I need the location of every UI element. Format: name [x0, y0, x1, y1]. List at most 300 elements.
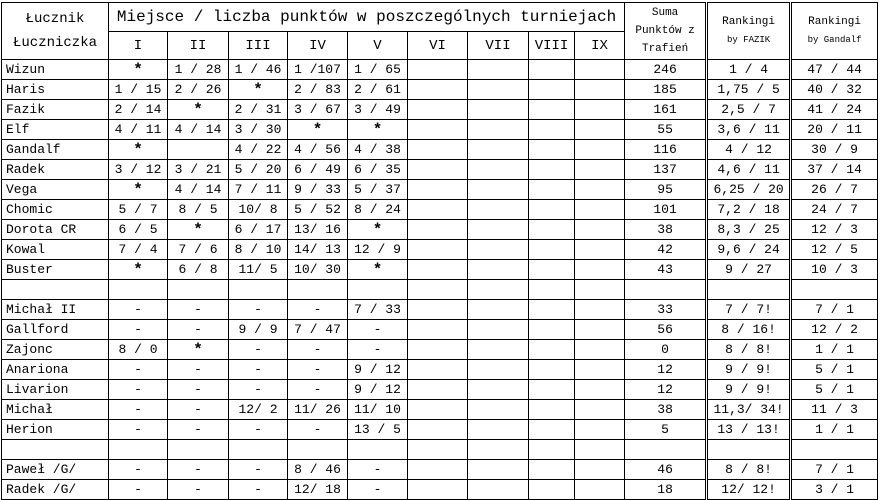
tournament-6-cell — [408, 240, 468, 260]
tournament-8-cell — [529, 100, 575, 120]
tournament-2-cell — [168, 280, 229, 300]
archer-name: Chomic — [2, 200, 109, 220]
tournament-1-cell: - — [109, 400, 168, 420]
tournament-9-cell — [575, 180, 625, 200]
ranking-gandalf-cell: 12 / 5 — [791, 240, 878, 260]
tournament-3-cell: 11/ 5 — [229, 260, 288, 280]
tournament-7-cell — [468, 320, 529, 340]
ranking-gandalf-cell: 1 / 1 — [791, 420, 878, 440]
archer-header-line2: Łuczniczka — [12, 35, 97, 51]
tournament-7-cell — [468, 400, 529, 420]
ranking-fazik-cell: 1 / 4 — [707, 60, 791, 80]
ranking-gandalf-cell: 12 / 2 — [791, 320, 878, 340]
sum-cell: 55 — [625, 120, 707, 140]
ranking-fazik-label: Rankingi — [722, 16, 775, 28]
tournament-5-cell: - — [348, 460, 408, 480]
tournament-4-cell: - — [288, 300, 348, 320]
ranking-gandalf-cell: 10 / 3 — [791, 260, 878, 280]
tournament-4-cell: - — [288, 340, 348, 360]
ranking-fazik-cell: 12/ 12! — [707, 480, 791, 500]
tournament-7-cell — [468, 120, 529, 140]
ranking-gandalf-cell: 7 / 1 — [791, 460, 878, 480]
sum-cell: 0 — [625, 340, 707, 360]
tournament-4-cell: 13/ 16 — [288, 220, 348, 240]
table-row — [2, 320, 878, 340]
table-row — [2, 60, 878, 80]
header-row-top — [2, 3, 878, 32]
ranking-fazik-cell: 9,6 / 24 — [707, 240, 791, 260]
tournament-7-cell — [468, 180, 529, 200]
tournament-8-cell — [529, 300, 575, 320]
tournament-5-cell: 2 / 61 — [348, 80, 408, 100]
tournament-header-1: I — [109, 32, 168, 60]
tournament-header-2: II — [168, 32, 229, 60]
tournament-1-cell: - — [109, 320, 168, 340]
sum-column-header — [625, 3, 707, 60]
tournament-8-cell — [529, 400, 575, 420]
tournament-3-cell: 10/ 8 — [229, 200, 288, 220]
tournaments-title: Miejsce / liczba punktów w poszczególnych turniejach — [109, 3, 625, 32]
ranking-gandalf-cell: 40 / 32 — [791, 80, 878, 100]
tournament-4-cell: 14/ 13 — [288, 240, 348, 260]
table-row — [2, 160, 878, 180]
ranking-fazik-cell: 3,6 / 11 — [707, 120, 791, 140]
tournament-2-cell: - — [168, 420, 229, 440]
tournament-8-cell — [529, 220, 575, 240]
tournament-5-cell: - — [348, 340, 408, 360]
tournament-4-cell: 8 / 46 — [288, 460, 348, 480]
tournament-6-cell — [408, 60, 468, 80]
tournament-2-cell: 7 / 6 — [168, 240, 229, 260]
tournament-2-cell: - — [168, 400, 229, 420]
ranking-fazik-cell: 11,3/ 34! — [707, 400, 791, 420]
ranking-gandalf-label: Rankingi — [808, 16, 861, 28]
tournament-3-cell: 12/ 2 — [229, 400, 288, 420]
ranking-fazik-cell: 4 / 12 — [707, 140, 791, 160]
tournament-9-cell — [575, 480, 625, 500]
tournament-header-4: IV — [288, 32, 348, 60]
ranking-gandalf-sub: by Gandalf — [807, 35, 862, 45]
archer-name: Anariona — [2, 360, 109, 380]
tournament-8-cell — [529, 340, 575, 360]
tournament-3-cell: - — [229, 300, 288, 320]
sum-cell: 137 — [625, 160, 707, 180]
tournament-6-cell — [408, 300, 468, 320]
tournament-5-cell: 4 / 38 — [348, 140, 408, 160]
tournament-4-cell: 6 / 49 — [288, 160, 348, 180]
tournament-8-cell — [529, 280, 575, 300]
tournament-3-cell: - — [229, 480, 288, 500]
tournament-3-cell: 2 / 31 — [229, 100, 288, 120]
tournament-2-cell — [168, 440, 229, 460]
tournament-5-cell: 12 / 9 — [348, 240, 408, 260]
tournament-9-cell — [575, 280, 625, 300]
tournament-2-cell: - — [168, 300, 229, 320]
sum-header-line2: Punktów z — [635, 25, 695, 37]
table-row — [2, 420, 878, 440]
tournament-2-cell: 1 / 28 — [168, 60, 229, 80]
archer-name: Zajonc — [2, 340, 109, 360]
tournament-4-cell: 12/ 18 — [288, 480, 348, 500]
tournament-6-cell — [408, 440, 468, 460]
tournament-1-cell: - — [109, 300, 168, 320]
tournament-9-cell — [575, 220, 625, 240]
tournament-2-cell: 4 / 14 — [168, 120, 229, 140]
tournament-1-cell: - — [109, 460, 168, 480]
tournament-6-cell — [408, 200, 468, 220]
ranking-gandalf-cell: 30 / 9 — [791, 140, 878, 160]
tournament-1-cell: - — [109, 480, 168, 500]
tournament-4-cell: 9 / 33 — [288, 180, 348, 200]
tournament-2-cell: * — [168, 340, 229, 360]
tournament-2-cell: 2 / 26 — [168, 80, 229, 100]
tournament-9-cell — [575, 200, 625, 220]
tournament-4-cell: * — [288, 120, 348, 140]
sum-header-line1: Suma — [651, 7, 679, 19]
tournament-7-cell — [468, 480, 529, 500]
tournament-2-cell: 6 / 8 — [168, 260, 229, 280]
ranking-gandalf-cell: 41 / 24 — [791, 100, 878, 120]
sum-cell: 56 — [625, 320, 707, 340]
tournament-6-cell — [408, 100, 468, 120]
tournament-4-cell: 7 / 47 — [288, 320, 348, 340]
tournament-1-cell: - — [109, 360, 168, 380]
tournament-8-cell — [529, 140, 575, 160]
tournament-9-cell — [575, 420, 625, 440]
tournament-6-cell — [408, 480, 468, 500]
table-row — [2, 460, 878, 480]
table-row — [2, 360, 878, 380]
ranking-gandalf-cell: 11 / 3 — [791, 400, 878, 420]
tournament-7-cell — [468, 360, 529, 380]
tournament-5-cell: - — [348, 480, 408, 500]
table-row — [2, 380, 878, 400]
ranking-fazik-header — [707, 3, 791, 60]
tournament-header-8: VIII — [529, 32, 575, 60]
tournament-7-cell — [468, 440, 529, 460]
tournament-9-cell — [575, 140, 625, 160]
tournament-3-cell: - — [229, 460, 288, 480]
tournament-2-cell: 4 / 14 — [168, 180, 229, 200]
tournament-header-6: VI — [408, 32, 468, 60]
tournament-4-cell: 3 / 67 — [288, 100, 348, 120]
tournament-7-cell — [468, 80, 529, 100]
tournament-3-cell: * — [229, 80, 288, 100]
table-row — [2, 180, 878, 200]
ranking-fazik-cell: 8 / 16! — [707, 320, 791, 340]
ranking-fazik-cell: 8 / 8! — [707, 460, 791, 480]
sum-cell: 12 — [625, 360, 707, 380]
tournament-9-cell — [575, 120, 625, 140]
tournament-3-cell: - — [229, 380, 288, 400]
ranking-gandalf-cell: 7 / 1 — [791, 300, 878, 320]
table-row — [2, 480, 878, 500]
archer-name: Herion — [2, 420, 109, 440]
tournament-3-cell: - — [229, 420, 288, 440]
sum-cell — [625, 280, 707, 300]
tournament-3-cell: 8 / 10 — [229, 240, 288, 260]
tournament-6-cell — [408, 460, 468, 480]
tournament-3-cell: 7 / 11 — [229, 180, 288, 200]
ranking-fazik-cell: 1,75 / 5 — [707, 80, 791, 100]
ranking-gandalf-cell: 26 / 7 — [791, 180, 878, 200]
tournament-6-cell — [408, 360, 468, 380]
ranking-fazik-cell: 6,25 / 20 — [707, 180, 791, 200]
ranking-gandalf-cell: 37 / 14 — [791, 160, 878, 180]
ranking-fazik-cell — [707, 440, 791, 460]
table-row — [2, 400, 878, 420]
tournament-6-cell — [408, 140, 468, 160]
tournament-5-cell: 6 / 35 — [348, 160, 408, 180]
tournament-3-cell: - — [229, 340, 288, 360]
tournament-5-cell: 7 / 33 — [348, 300, 408, 320]
ranking-fazik-cell: 7,2 / 18 — [707, 200, 791, 220]
tournament-1-cell: * — [109, 180, 168, 200]
archer-name — [2, 280, 109, 300]
tournament-3-cell — [229, 440, 288, 460]
tournament-8-cell — [529, 420, 575, 440]
ranking-fazik-cell: 8,3 / 25 — [707, 220, 791, 240]
tournament-4-cell: 10/ 30 — [288, 260, 348, 280]
tournament-4-cell: - — [288, 360, 348, 380]
tournament-1-cell: 5 / 7 — [109, 200, 168, 220]
ranking-gandalf-cell: 24 / 7 — [791, 200, 878, 220]
table-row — [2, 120, 878, 140]
tournament-5-cell: 13 / 5 — [348, 420, 408, 440]
tournament-8-cell — [529, 180, 575, 200]
tournament-2-cell: - — [168, 360, 229, 380]
tournament-1-cell: * — [109, 60, 168, 80]
sum-header-line3: Trafień — [641, 43, 689, 55]
tournament-5-cell: * — [348, 120, 408, 140]
sum-cell: 12 — [625, 380, 707, 400]
tournament-5-cell: 9 / 12 — [348, 380, 408, 400]
tournament-1-cell: 7 / 4 — [109, 240, 168, 260]
ranking-gandalf-cell: 20 / 11 — [791, 120, 878, 140]
tournament-2-cell: * — [168, 220, 229, 240]
tournament-7-cell — [468, 140, 529, 160]
archer-name: Livarion — [2, 380, 109, 400]
archer-name: Fazik — [2, 100, 109, 120]
tournament-6-cell — [408, 380, 468, 400]
tournament-7-cell — [468, 160, 529, 180]
tournament-4-cell: 5 / 52 — [288, 200, 348, 220]
tournament-7-cell — [468, 420, 529, 440]
tournament-6-cell — [408, 280, 468, 300]
spacer-row — [2, 440, 878, 460]
tournament-1-cell: 1 / 15 — [109, 80, 168, 100]
table-row — [2, 240, 878, 260]
tournament-3-cell: 9 / 9 — [229, 320, 288, 340]
table-row — [2, 140, 878, 160]
tournament-2-cell: 8 / 5 — [168, 200, 229, 220]
sum-cell: 246 — [625, 60, 707, 80]
tournament-8-cell — [529, 380, 575, 400]
tournament-2-cell — [168, 140, 229, 160]
tournament-4-cell: 4 / 56 — [288, 140, 348, 160]
tournament-5-cell: 9 / 12 — [348, 360, 408, 380]
ranking-fazik-cell: 9 / 9! — [707, 360, 791, 380]
archer-name: Kowal — [2, 240, 109, 260]
tournament-7-cell — [468, 60, 529, 80]
tournament-3-cell: 5 / 20 — [229, 160, 288, 180]
archer-name: Gandalf — [2, 140, 109, 160]
tournament-8-cell — [529, 320, 575, 340]
tournament-9-cell — [575, 260, 625, 280]
tournament-1-cell: 3 / 12 — [109, 160, 168, 180]
ranking-gandalf-cell: 5 / 1 — [791, 360, 878, 380]
tournament-2-cell: * — [168, 100, 229, 120]
archer-name: Buster — [2, 260, 109, 280]
table-row — [2, 260, 878, 280]
tournament-3-cell: 1 / 46 — [229, 60, 288, 80]
tournament-2-cell: - — [168, 480, 229, 500]
tournament-2-cell: - — [168, 460, 229, 480]
tournament-5-cell: 3 / 49 — [348, 100, 408, 120]
tournament-header-5: V — [348, 32, 408, 60]
tournament-7-cell — [468, 300, 529, 320]
tournament-9-cell — [575, 360, 625, 380]
tournament-1-cell — [109, 280, 168, 300]
tournament-1-cell — [109, 440, 168, 460]
tournament-1-cell: * — [109, 260, 168, 280]
ranking-fazik-cell: 9 / 9! — [707, 380, 791, 400]
tournament-1-cell: * — [109, 140, 168, 160]
tournament-7-cell — [468, 220, 529, 240]
ranking-gandalf-header — [791, 3, 878, 60]
tournament-5-cell: * — [348, 260, 408, 280]
tournament-6-cell — [408, 120, 468, 140]
ranking-gandalf-cell: 47 / 44 — [791, 60, 878, 80]
ranking-gandalf-cell: 12 / 3 — [791, 220, 878, 240]
tournament-3-cell: 3 / 30 — [229, 120, 288, 140]
sum-cell: 18 — [625, 480, 707, 500]
tournament-5-cell: 8 / 24 — [348, 200, 408, 220]
table-row — [2, 220, 878, 240]
ranking-gandalf-cell: 1 / 1 — [791, 340, 878, 360]
sum-cell: 161 — [625, 100, 707, 120]
tournament-8-cell — [529, 260, 575, 280]
table-row — [2, 100, 878, 120]
tournament-2-cell: - — [168, 380, 229, 400]
tournament-2-cell: - — [168, 320, 229, 340]
ranking-fazik-cell — [707, 280, 791, 300]
archer-name: Vega — [2, 180, 109, 200]
tournament-header-7: VII — [468, 32, 529, 60]
tournament-1-cell: 8 / 0 — [109, 340, 168, 360]
ranking-gandalf-cell — [791, 280, 878, 300]
sum-cell: 95 — [625, 180, 707, 200]
tournament-9-cell — [575, 240, 625, 260]
spacer-row — [2, 280, 878, 300]
tournament-7-cell — [468, 200, 529, 220]
tournament-6-cell — [408, 220, 468, 240]
tournament-4-cell: 11/ 26 — [288, 400, 348, 420]
tournament-6-cell — [408, 80, 468, 100]
ranking-table — [1, 2, 878, 500]
ranking-fazik-cell: 2,5 / 7 — [707, 100, 791, 120]
tournament-5-cell: * — [348, 220, 408, 240]
tournament-7-cell — [468, 340, 529, 360]
tournament-7-cell — [468, 460, 529, 480]
tournament-8-cell — [529, 120, 575, 140]
tournament-9-cell — [575, 460, 625, 480]
sum-cell: 46 — [625, 460, 707, 480]
table-row — [2, 200, 878, 220]
tournament-1-cell: 6 / 5 — [109, 220, 168, 240]
tournament-9-cell — [575, 440, 625, 460]
ranking-rows — [2, 60, 878, 500]
archer-name: Haris — [2, 80, 109, 100]
tournament-header-3: III — [229, 32, 288, 60]
tournament-5-cell: - — [348, 320, 408, 340]
archer-column-header — [2, 3, 109, 60]
tournament-9-cell — [575, 300, 625, 320]
tournament-6-cell — [408, 160, 468, 180]
tournament-8-cell — [529, 480, 575, 500]
tournament-9-cell — [575, 60, 625, 80]
ranking-fazik-cell: 7 / 7! — [707, 300, 791, 320]
ranking-gandalf-cell: 5 / 1 — [791, 380, 878, 400]
tournament-8-cell — [529, 360, 575, 380]
tournament-3-cell: 4 / 22 — [229, 140, 288, 160]
archer-name: Dorota CR — [2, 220, 109, 240]
archer-name: Radek — [2, 160, 109, 180]
tournament-4-cell — [288, 280, 348, 300]
tournament-4-cell: 2 / 83 — [288, 80, 348, 100]
tournament-5-cell — [348, 440, 408, 460]
archer-name: Michał II — [2, 300, 109, 320]
tournament-4-cell: 1 /107 — [288, 60, 348, 80]
tournament-4-cell — [288, 440, 348, 460]
sum-cell: 116 — [625, 140, 707, 160]
tournament-4-cell: - — [288, 420, 348, 440]
tournament-8-cell — [529, 80, 575, 100]
archer-name: Michał — [2, 400, 109, 420]
sum-cell: 38 — [625, 400, 707, 420]
table-row — [2, 80, 878, 100]
tournament-8-cell — [529, 440, 575, 460]
archer-name: Paweł /G/ — [2, 460, 109, 480]
tournament-8-cell — [529, 60, 575, 80]
sum-cell: 33 — [625, 300, 707, 320]
ranking-fazik-cell: 8 / 8! — [707, 340, 791, 360]
tournament-5-cell: 11/ 10 — [348, 400, 408, 420]
archer-name: Gallford — [2, 320, 109, 340]
tournament-9-cell — [575, 380, 625, 400]
tournament-3-cell: - — [229, 360, 288, 380]
tournament-1-cell: 2 / 14 — [109, 100, 168, 120]
tournament-5-cell — [348, 280, 408, 300]
tournament-1-cell: - — [109, 420, 168, 440]
sum-cell: 185 — [625, 80, 707, 100]
tournament-3-cell — [229, 280, 288, 300]
tournament-6-cell — [408, 340, 468, 360]
tournament-8-cell — [529, 460, 575, 480]
tournament-6-cell — [408, 320, 468, 340]
archer-name: Elf — [2, 120, 109, 140]
tournament-9-cell — [575, 400, 625, 420]
tournament-9-cell — [575, 80, 625, 100]
tournament-5-cell: 1 / 65 — [348, 60, 408, 80]
tournament-9-cell — [575, 100, 625, 120]
tournament-7-cell — [468, 100, 529, 120]
sum-cell: 5 — [625, 420, 707, 440]
table-row — [2, 300, 878, 320]
ranking-gandalf-cell — [791, 440, 878, 460]
tournament-3-cell: 6 / 17 — [229, 220, 288, 240]
tournament-7-cell — [468, 240, 529, 260]
